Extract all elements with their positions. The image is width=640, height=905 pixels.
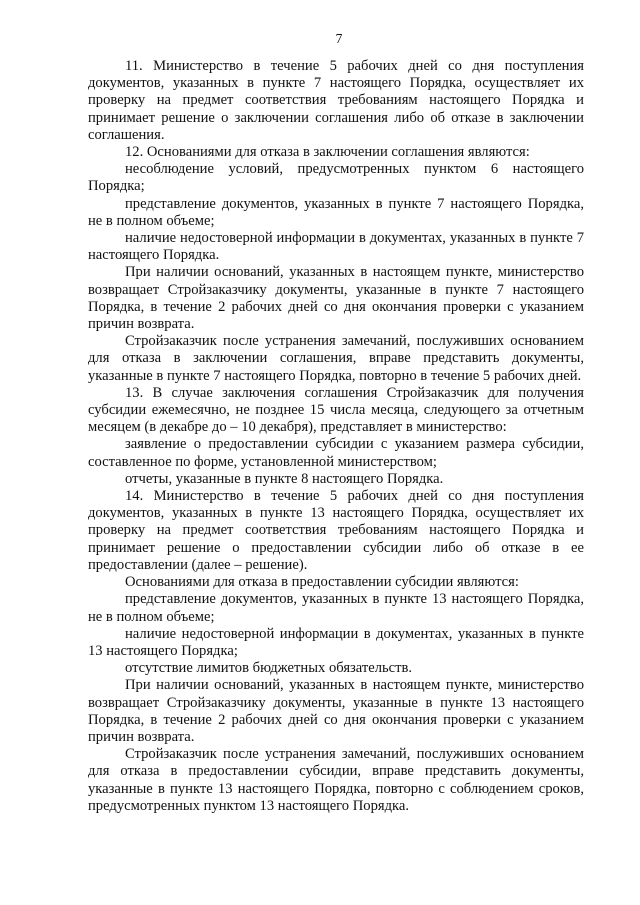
paragraph-13-item-reports: отчеты, указанные в пункте 8 настоящего Порядка.: [125, 470, 444, 487]
paragraph-12-heading: 12. Основаниями для отказа в заключении соглашения являются:: [125, 144, 530, 161]
paragraph-13-item-application: заявление о предоставлении субсидии с указанием размера субсидии, составленное по форме, установленной министерством;: [88, 436, 584, 470]
paragraph-11-review: 11. Министерство в течение 5 рабочих дней со дня поступления документов, указанных в пункте 7 настоящего Порядка, осуществляет их проверку на предмет соответствия требованиям настоящего Порядка и принимает решение о заключении соглашения либо об отказе в заключении соглашения.: [88, 58, 584, 143]
paragraph-12-item-incomplete: представление документов, указанных в пункте 7 настоящего Порядка, не в полном объеме;: [88, 195, 584, 229]
paragraph-14-resubmit: Стройзаказчик после устранения замечаний, послуживших основанием для отказа в предоставлении субсидии, вправе представить документы, указанные в пункте 13 настоящего Порядка, повторно с соблюдением сроков, предусмотренных пунктом 13 настоящего Порядка.: [88, 746, 584, 814]
page-number: 7: [335, 31, 343, 46]
paragraph-12-item-conditions: несоблюдение условий, предусмотренных пунктом 6 настоящего Порядка;: [88, 161, 584, 195]
paragraph-12-return: При наличии оснований, указанных в настоящем пункте, министерство возвращает Стройзаказчику документы, указанные в пункте 7 настоящего Порядка, в течение 2 рабочих дней со дня окончания проверки с указанием причин возврата.: [88, 264, 584, 333]
paragraph-14-item-false-info: наличие недостоверной информации в документах, указанных в пункте 13 настоящего Порядка;: [88, 625, 584, 659]
paragraph-14-item-incomplete: представление документов, указанных в пункте 13 настоящего Порядка, не в полном объеме;: [88, 591, 584, 625]
paragraph-14-grounds-heading: Основаниями для отказа в предоставлении субсидии являются:: [125, 574, 519, 591]
paragraph-14-review: 14. Министерство в течение 5 рабочих дней со дня поступления документов, указанных в пункте 13 настоящего Порядка, осуществляет их проверку на предмет соответствия требованиям настоящего Порядка и принимает решение о предоставлении субсидии либо об отказе в ее предоставлении (далее – решение).: [88, 488, 584, 573]
paragraph-14-return: При наличии оснований, указанных в настоящем пункте, министерство возвращает Стройзаказчику документы, указанные в пункте 13 настоящего Порядка, в течение 2 рабочих дней со дня окончания проверки с указанием причин возврата.: [88, 677, 584, 745]
paragraph-12-resubmit: Стройзаказчик после устранения замечаний, послуживших основанием для отказа в заключении соглашения, вправе представить документы, указанные в пункте 7 настоящего Порядка, повторно в течение 5 рабочих дней.: [88, 333, 584, 384]
document-page: [88, 30, 584, 815]
paragraph-13-heading: 13. В случае заключения соглашения Стройзаказчик для получения субсидии ежемесячно, не позднее 15 числа месяца, следующего за отчетным месяцем (в декабре до – 10 декабря), представляет в министерство:: [88, 384, 584, 436]
paragraph-12-item-false-info: наличие недостоверной информации в документах, указанных в пункте 7 настоящего Порядка.: [88, 230, 584, 264]
paragraph-14-item-no-limits: отсутствие лимитов бюджетных обязательств.: [125, 660, 413, 677]
